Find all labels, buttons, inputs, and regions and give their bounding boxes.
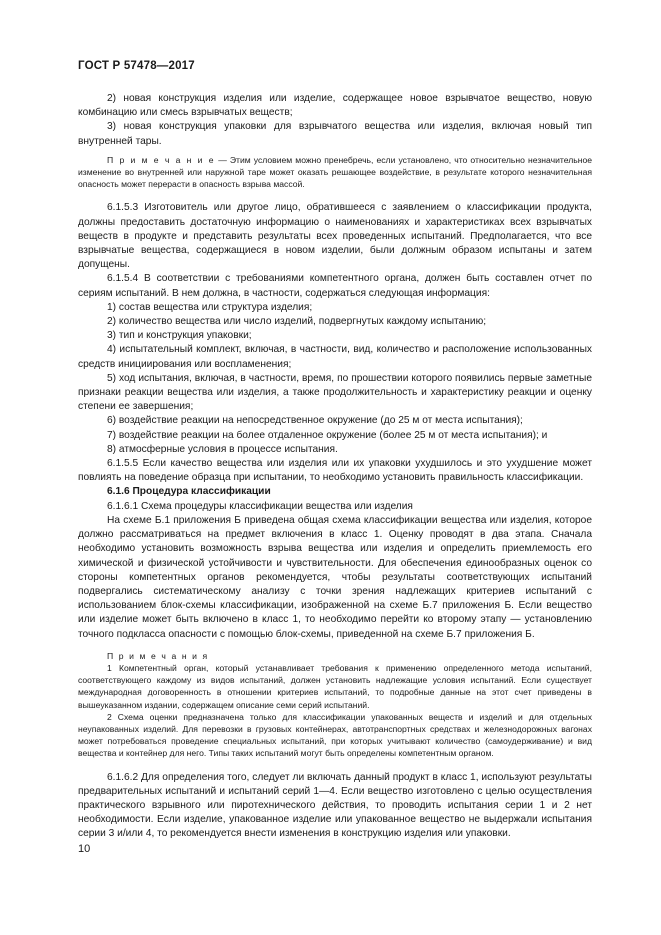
list-item: 6) воздействие реакции на непосредственное окружение (до 25 м от места испытания); [107, 415, 523, 427]
note-item: 1 Компетентный орган, который устанавливает требования к применению определенного метода испытаний, соответствующего каждому из видов испытаний, должен установить надлежащие условия испытаний. Если существует международная договоренность в отношении критериев испытаний, то подробные данные на этот счет приведены в вышеуказанном издании, содержащем описание семи серий испытаний. [78, 662, 592, 710]
notes-block [78, 650, 592, 760]
paragraph-6-1-6-1: На схеме Б.1 приложения Б приведена общая схема классификации вещества или изделия, которое должно рассматриваться на предмет включения в класс 1. Оценку проводят в два этапа. Сначала необходимо установить возможность взрыва вещества или изделия и определить приемлемость его химической и физической устойчивости и чувствительности. Для обеспечения единообразных оценок со стороны компетентных органов рекомендуется, чтобы результаты соответствующих испытаний подвергались систематическому анализу с точки зрения надлежащих критериев испытаний с использованием блок-схемы классификации, изображенной на схеме Б.7 приложения Б. Если вещество или изделие может быть включено в класс 1, то необходимо перейти ко второму этапу — установлению точного подкласса опасности с помощью блок-схемы, приведенной на схеме Б.7 приложения Б. [78, 514, 592, 640]
list-item: 8) атмосферные условия в процессе испытания. [107, 443, 338, 455]
paragraph-6-1-6-2: 6.1.6.2 Для определения того, следует ли включать данный продукт в класс 1, используют результаты предварительных испытаний и испытаний серий 1—4. Если вещество изготовлено с целью осуществления практического взрывного или пиротехнического действия, то проводить испытания серии 1 и 2 нет необходимости. Если изделие, упакованное изделие или упакованное вещество не выдержали испытания серии 3 и/или 4, то рекомендуется внести изменения в конструкцию изделия или упаковки. [78, 771, 592, 840]
list-item: 5) ход испытания, включая, в частности, время, по прошествии которого появились первые заметные признаки реакции вещества или изделия, а также продолжительность и характеристику реакции и оценку степени ее завершения; [78, 372, 592, 413]
note [78, 154, 592, 191]
list-item: 1) состав вещества или структура изделия; [107, 301, 313, 313]
page-number: 10 [78, 843, 91, 855]
notes-label: П р и м е ч а н и я [107, 650, 209, 661]
document-header: ГОСТ Р 57478—2017 [78, 60, 195, 72]
paragraph-6-1-5-5: 6.1.5.5 Если качество вещества или изделия или их упаковки ухудшилось и это ухудшение может повлиять на поведение образца при испытании, то необходимо установить правильность классификации. [78, 458, 592, 484]
list-item: 2) новая конструкция изделия или изделие, содержащее новое взрывчатое вещество, новую комбинацию или смесь взрывчатых веществ; [78, 93, 592, 119]
document-body [78, 92, 592, 842]
paragraph-6-1-5-4: 6.1.5.4 В соответствии с требованиями компетентного органа, должен быть составлен отчет по сериям испытаний. В нем должна, в частности, содержаться следующая информация: [78, 273, 592, 299]
note-label: П р и м е ч а н и е [107, 154, 216, 165]
section-heading-6-1-6: 6.1.6 Процедура классификации [107, 486, 271, 498]
subsection-heading-6-1-6-1: 6.1.6.1 Схема процедуры классификации вещества или изделия [107, 500, 413, 512]
list-item: 7) воздействие реакции на более отдаленное окружение (более 25 м от места испытания); и [107, 429, 548, 441]
list-item: 2) количество вещества или число изделий, подвергнутых каждому испытанию; [107, 316, 487, 328]
list-item: 3) тип и конструкция упаковки; [107, 330, 252, 342]
list-item: 3) новая конструкция упаковки для взрывчатого вещества или изделия, включая новый тип внутренней тары. [78, 121, 592, 147]
list-item: 4) испытательный комплект, включая, в частности, вид, количество и расположение использованных средств инициирования или воспламенения; [78, 344, 592, 370]
paragraph-6-1-5-3: 6.1.5.3 Изготовитель или другое лицо, обратившееся с заявлением о классификации продукта, должны предоставить достаточную информацию о наименованиях и характеристиках всех взрывчатых веществ в продукте и представить результаты всех проведенных испытаний. Предполагается, что все взрывчатые вещества, содержащиеся в новом изделии, были должным образом испытаны и затем допущены. [78, 202, 592, 271]
note-text: — Этим условием можно пренебречь, если установлено, что относительно незначительное изменение во внутренней или наружной таре может оказать решающее воздействие, в результате которого незначительная опасность может перерасти в опасность взрыва массой. [78, 154, 593, 190]
note-item: 2 Схема оценки предназначена только для классификации упакованных веществ и изделий и для отдельных неупакованных изделий. Для перевозки в грузовых контейнерах, автотранспортных средствах и железнодорожных вагонах может потребоваться проведение специальных испытаний, при которых учитывают количество (самоудерживание) и вид вещества и контейнер для него. Типы таких испытаний могут быть определены компетентным органом. [78, 711, 592, 759]
